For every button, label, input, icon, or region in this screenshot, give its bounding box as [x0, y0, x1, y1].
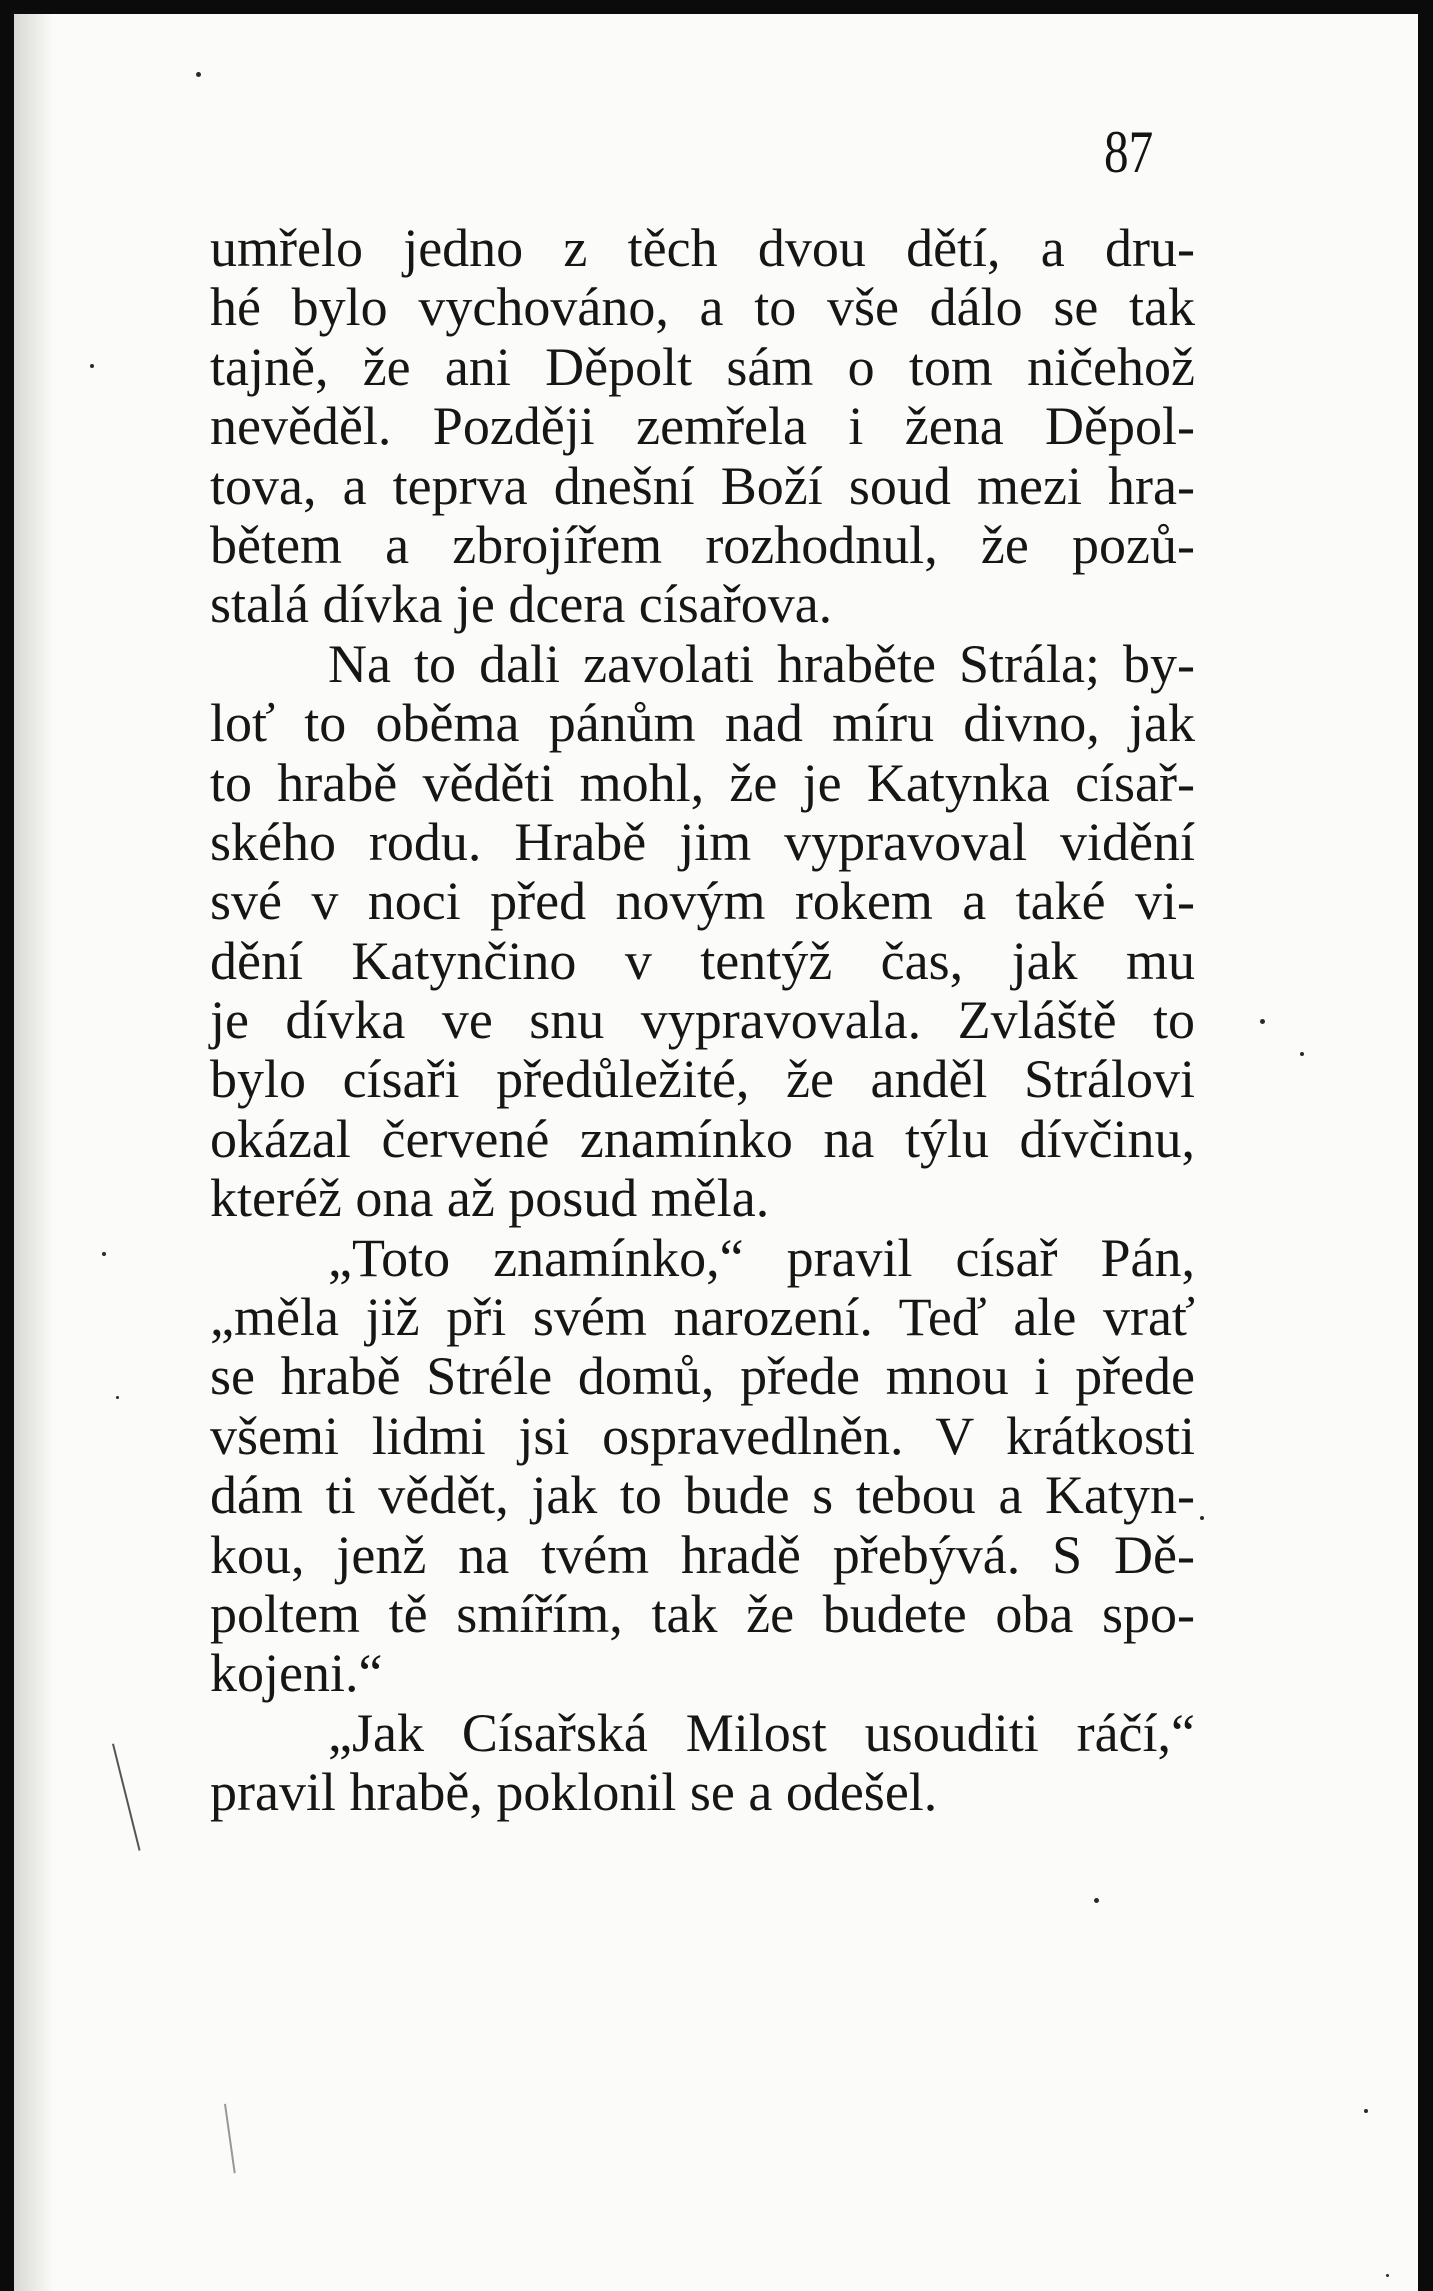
scan-speck — [1094, 1898, 1099, 1903]
scan-speck — [116, 1396, 119, 1399]
text-line: nevěděl. Později zemřela i žena Děpol- — [210, 396, 1195, 457]
text-line: „Jak Císařská Milost usouditi ráčí,“ — [328, 1702, 1195, 1763]
text-line: bětem a zbrojířem rozhodnul, že pozů- — [210, 514, 1195, 575]
text-line: všemi lidmi jsi ospravedlněn. V krátkosti — [210, 1405, 1195, 1466]
text-line: bylo císaři předůležité, že anděl Strálovi — [210, 1049, 1195, 1110]
text-line: se hrabě Stréle domů, přede mnou i přede — [210, 1346, 1195, 1407]
text-line: okázal červené znamínko na týlu dívčinu, — [210, 1108, 1195, 1169]
page-number: 87 — [1104, 119, 1154, 185]
text-line: poltem tě smířím, tak že budete oba spo- — [210, 1583, 1195, 1644]
scan-speck — [1300, 1052, 1304, 1056]
scan-scratch — [224, 2104, 236, 2174]
scan-speck — [196, 72, 201, 77]
text-line: hé bylo vychováno, a to vše dálo se tak — [210, 277, 1195, 338]
scan-speck — [102, 1252, 106, 1256]
scan-speck — [1386, 2274, 1389, 2277]
text-line: kojeni.“ — [210, 1643, 383, 1704]
text-line: stalá dívka je dcera císařova. — [210, 574, 833, 635]
text-line: loť to oběma pánům nad míru divno, jak — [210, 693, 1195, 754]
scan-speck — [1200, 1516, 1204, 1520]
text-line: tova, a teprva dnešní Boží soud mezi hra- — [210, 455, 1195, 516]
text-line: kou, jenž na tvém hradě přebývá. S Dě- — [210, 1524, 1195, 1585]
text-line: své v noci před novým rokem a také vi- — [210, 871, 1195, 932]
text-line: to hrabě věděti mohl, že je Katynka císař- — [210, 752, 1195, 813]
text-line: dám ti vědět, jak to bude s tebou a Katyn- — [210, 1465, 1195, 1526]
scan-speck — [1364, 2109, 1368, 2113]
book-page — [14, 14, 1418, 2291]
text-line: „měla již při svém narození. Teď ale vrať — [210, 1287, 1195, 1348]
text-line: pravil hrabě, poklonil se a odešel. — [210, 1762, 938, 1823]
text-line: „Toto znamínko,“ pravil císař Pán, — [328, 1227, 1195, 1288]
scan-scratch — [112, 1744, 141, 1851]
text-line: dění Katynčino v tentýž čas, jak mu — [210, 930, 1195, 991]
text-line: tajně, že ani Děpolt sám o tom ničehož — [210, 336, 1195, 397]
text-line: kteréž ona až posud měla. — [210, 1168, 770, 1229]
text-line: je dívka ve snu vypravovala. Zvláště to — [210, 990, 1195, 1051]
text-line: umřelo jedno z těch dvou dětí, a dru- — [210, 218, 1195, 278]
text-line: ského rodu. Hrabě jim vypravoval vidění — [210, 811, 1195, 872]
body-text — [210, 219, 1195, 1823]
text-line: Na to dali zavolati hraběte Strála; by- — [328, 633, 1195, 694]
scan-speck — [90, 364, 94, 368]
scan-speck — [1260, 1019, 1265, 1024]
